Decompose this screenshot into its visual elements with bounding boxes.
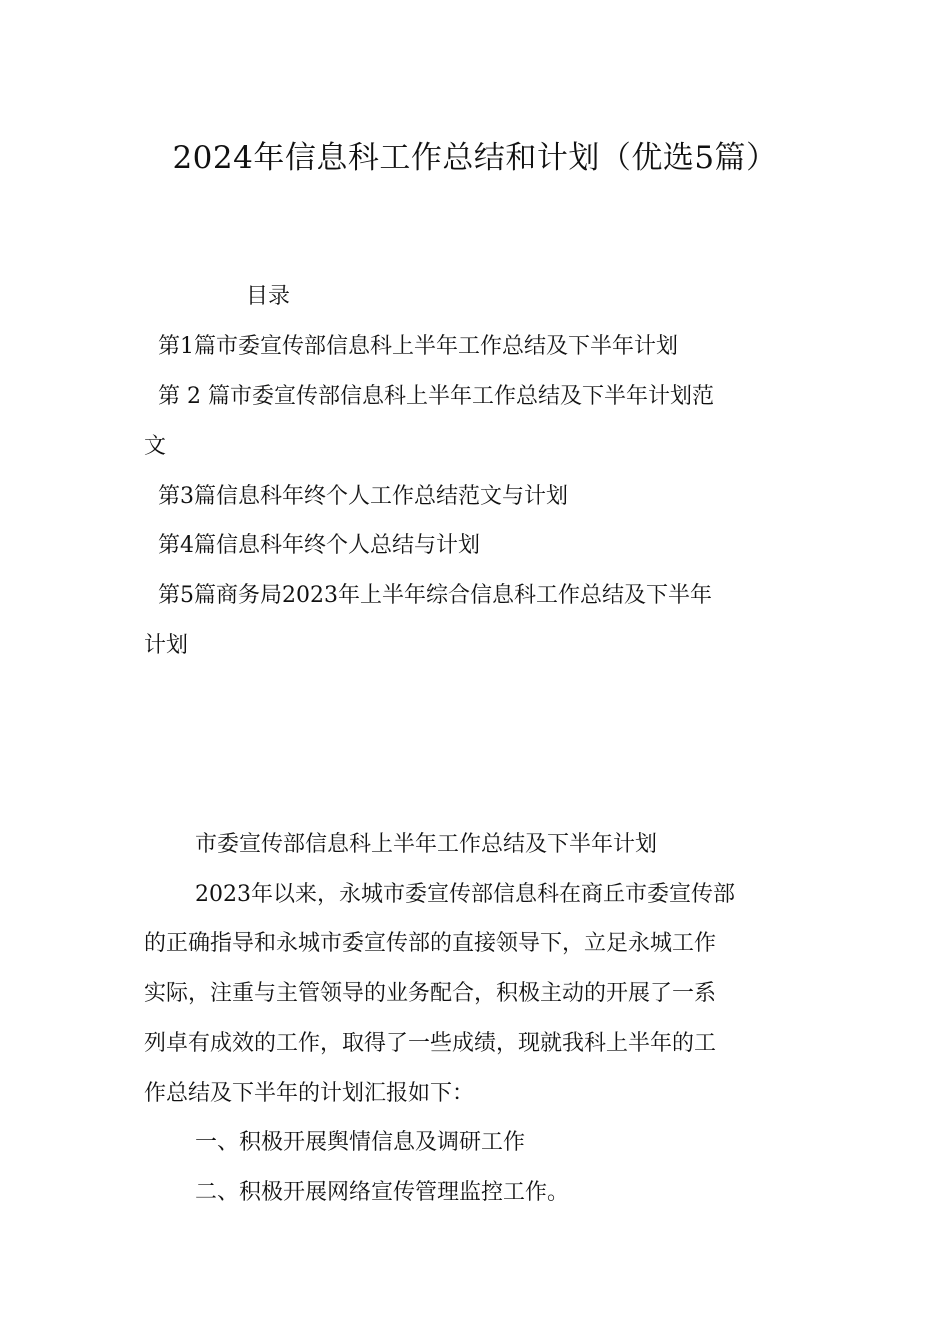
toc-item-1[interactable]: 第1篇市委宣传部信息科上半年工作总结及下半年计划 xyxy=(158,334,678,359)
toc-heading: 目录 xyxy=(246,284,291,309)
paragraph-line: 2023年以来，永城市委宣传部信息科在商丘市委宣传部 xyxy=(195,882,735,907)
toc-item-3[interactable]: 第3篇信息科年终个人工作总结范文与计划 xyxy=(158,484,568,509)
document-title: 2024年信息科工作总结和计划（优选5篇） xyxy=(172,140,778,176)
toc-item-2-continuation[interactable]: 文 xyxy=(144,434,167,459)
paragraph-line: 列卓有成效的工作，取得了一些成绩，现就我科上半年的工 xyxy=(144,1031,717,1056)
section-point-2: 二、积极开展网络宣传管理监控工作。 xyxy=(195,1180,570,1205)
paragraph-line: 实际，注重与主管领导的业务配合，积极主动的开展了一系 xyxy=(144,981,717,1006)
toc-item-4[interactable]: 第4篇信息科年终个人总结与计划 xyxy=(158,533,480,558)
toc-item-5-continuation[interactable]: 计划 xyxy=(144,633,189,658)
section-heading: 市委宣传部信息科上半年工作总结及下半年计划 xyxy=(195,832,658,857)
toc-item-5[interactable]: 第5篇商务局2023年上半年综合信息科工作总结及下半年 xyxy=(158,583,712,608)
paragraph-line: 的正确指导和永城市委宣传部的直接领导下，立足永城工作 xyxy=(144,931,717,956)
paragraph-line: 作总结及下半年的计划汇报如下： xyxy=(144,1081,475,1106)
toc-item-2[interactable]: 第 2 篇市委宣传部信息科上半年工作总结及下半年计划范 xyxy=(158,384,714,409)
section-point-1: 一、积极开展舆情信息及调研工作 xyxy=(195,1130,526,1155)
